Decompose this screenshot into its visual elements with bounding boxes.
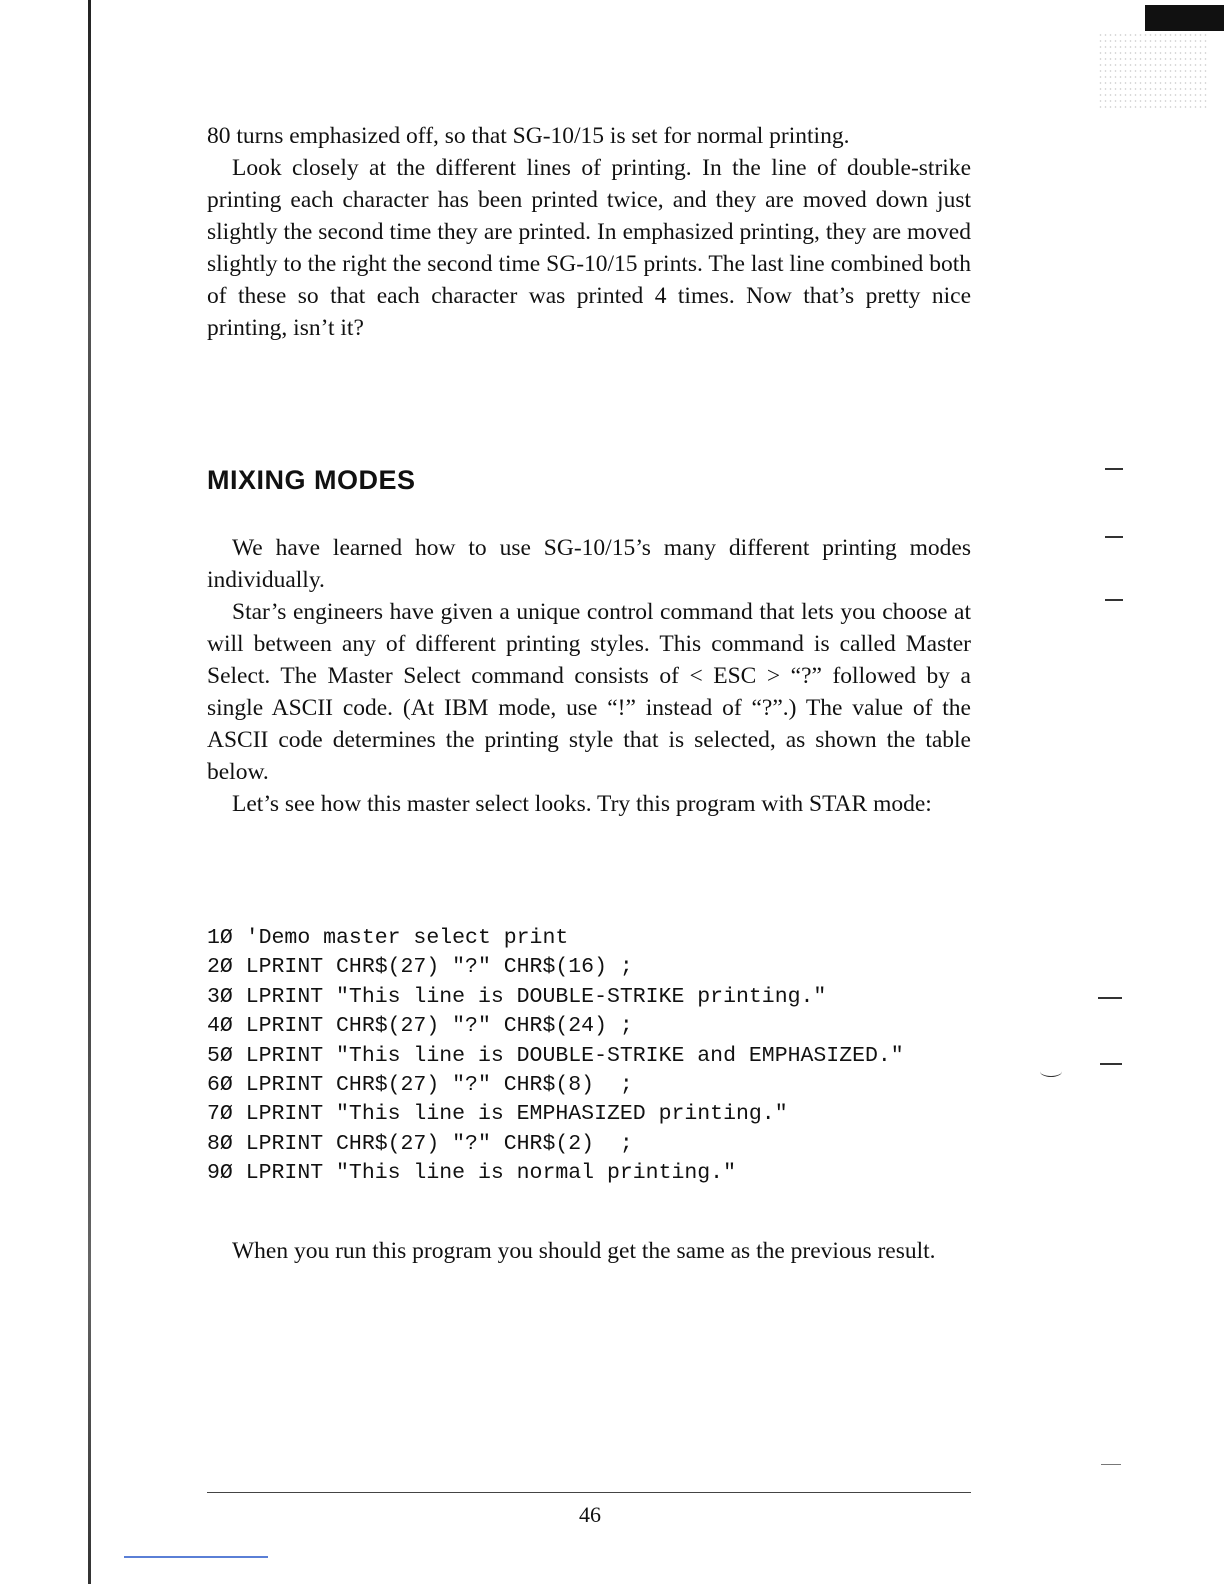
paragraph: Star’s engineers have given a unique control command that lets you choose at will between any of different printing styles. This command is called Master Select. The Master Select command consists of < ESC > “?” followed by a single ASCII code. (At IBM mode, use “!” instead of “?”.) The value of the ASCII code determines the printing style that is selected, as shown the table below. <box>207 599 971 785</box>
code-line: 2Ø LPRINT CHR$(27) "?" CHR$(16) ; <box>207 955 633 980</box>
code-line: 4Ø LPRINT CHR$(27) "?" CHR$(24) ; <box>207 1014 633 1039</box>
section-heading: MIXING MODES <box>207 465 416 495</box>
code-line: 5Ø LPRINT "This line is DOUBLE-STRIKE and EMPHASIZED." <box>207 1043 904 1068</box>
section-body <box>207 532 971 820</box>
code-line: 3Ø LPRINT "This line is DOUBLE-STRIKE printing." <box>207 984 827 1009</box>
edge-mark <box>1105 536 1123 538</box>
paragraph: 80 turns emphasized off, so that SG-10/15 is set for normal printing. <box>207 123 850 149</box>
code-line: 6Ø LPRINT CHR$(27) "?" CHR$(8) ; <box>207 1073 633 1098</box>
code-line: 9Ø LPRINT "This line is normal printing." <box>207 1161 736 1186</box>
code-line: 8Ø LPRINT CHR$(27) "?" CHR$(2) ; <box>207 1131 633 1156</box>
binding-edge <box>88 0 91 1584</box>
paragraph: Let’s see how this master select looks. Try this program with STAR mode: <box>232 791 932 817</box>
edge-mark <box>1040 1066 1062 1077</box>
closing-text <box>207 1235 971 1267</box>
edge-mark <box>1100 1063 1122 1065</box>
code-line: 7Ø LPRINT "This line is EMPHASIZED printing." <box>207 1102 788 1127</box>
edge-mark <box>1105 468 1123 470</box>
paragraph: Look closely at the different lines of printing. In the line of double-strike printing each character has been printed twice, and they are moved down just slightly the second time they are printed. In emphasized printing, they are moved slightly to the right the second time SG-10/15 prints. The last line combined both of these so that each character was printed 4 times. Now that’s pretty nice printing, isn’t it? <box>207 155 971 341</box>
continuation-text <box>207 120 971 344</box>
footer-rule <box>207 1492 971 1493</box>
paragraph: When you run this program you should get the same as the previous result. <box>232 1238 936 1264</box>
edge-mark <box>1105 599 1123 601</box>
corner-tab-mark <box>1145 5 1224 31</box>
scan-artifact-line <box>124 1556 268 1558</box>
edge-mark <box>1101 1464 1121 1465</box>
paragraph: We have learned how to use SG-10/15’s many different printing modes individually. <box>207 535 971 593</box>
page-number: 46 <box>579 1502 601 1527</box>
edge-mark <box>1098 997 1122 999</box>
scan-noise <box>1098 32 1208 112</box>
program-listing <box>207 924 904 1189</box>
code-line: 1Ø 'Demo master select print <box>207 926 569 950</box>
